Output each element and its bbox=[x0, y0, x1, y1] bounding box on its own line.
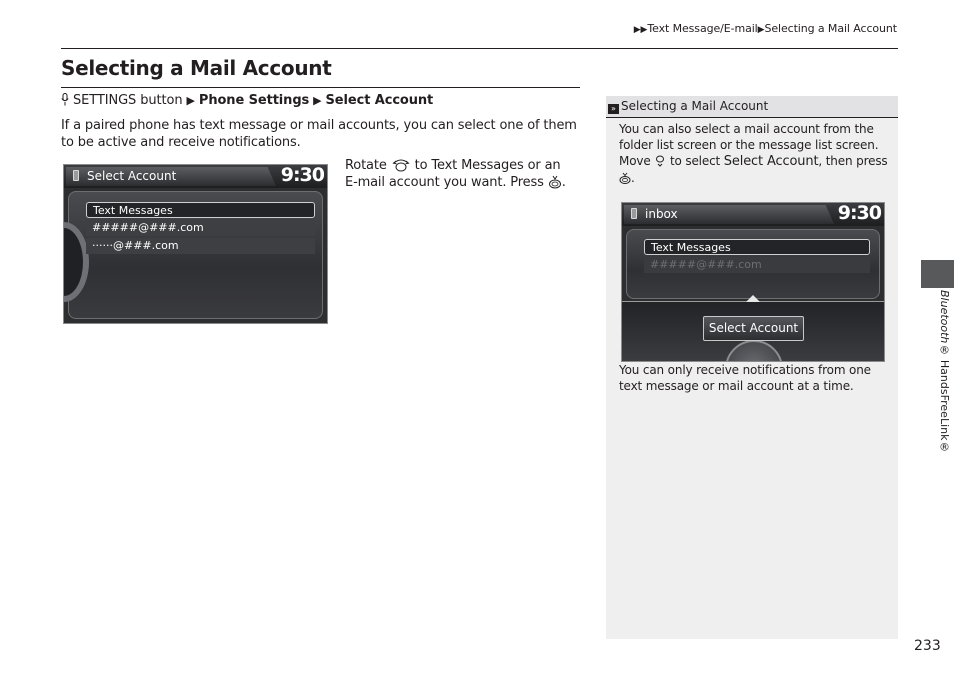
phone-settings-label: Phone Settings bbox=[198, 93, 310, 108]
voice-command-icon bbox=[61, 93, 69, 106]
navigation-path bbox=[61, 93, 433, 108]
breadcrumb-page: Selecting a Mail Account bbox=[764, 22, 897, 35]
screen-lower-panel bbox=[622, 301, 884, 361]
instruction-text: Rotate to Text Messages or an E-mail account you want. Press . bbox=[345, 158, 566, 190]
settings-button-label: SETTINGS button bbox=[73, 93, 183, 108]
side-note-header: » Selecting a Mail Account bbox=[606, 96, 898, 118]
account-list bbox=[644, 239, 870, 275]
interface-dial-press-icon bbox=[619, 172, 631, 184]
reference-mark-icon: » bbox=[608, 104, 619, 114]
page-number: 233 bbox=[914, 638, 941, 654]
screen-clock: 9:30 bbox=[280, 164, 324, 186]
interface-dial-press-icon bbox=[548, 175, 562, 189]
breadcrumb bbox=[634, 22, 897, 35]
screen-header bbox=[622, 203, 884, 226]
select-account-ui-label: Select Account bbox=[723, 154, 819, 169]
inbox-screen bbox=[621, 202, 885, 362]
section-label: Bluetooth® HandsFreeLink® bbox=[938, 290, 951, 454]
account-item[interactable]: #####@###.com bbox=[644, 257, 870, 273]
top-divider bbox=[61, 48, 898, 49]
phone-icon bbox=[631, 208, 637, 219]
side-note-panel bbox=[606, 96, 898, 639]
account-item[interactable]: ······@###.com bbox=[86, 238, 315, 254]
select-account-label: Select Account bbox=[325, 93, 434, 108]
screen-clock: 9:30 bbox=[837, 202, 881, 224]
caret-up-icon bbox=[746, 295, 760, 302]
screen-title: Select Account bbox=[87, 169, 177, 183]
select-account-button[interactable]: Select Account bbox=[703, 316, 804, 341]
title-divider bbox=[61, 87, 580, 88]
breadcrumb-section[interactable]: Text Message/E-mail bbox=[647, 22, 758, 35]
account-item-selected[interactable]: Text Messages bbox=[644, 239, 870, 255]
path-arrow-icon: ▶ bbox=[313, 94, 322, 107]
account-item-selected[interactable]: Text Messages bbox=[86, 202, 315, 218]
interface-dial-move-icon bbox=[654, 155, 666, 167]
breadcrumb-separator: ▶ bbox=[757, 25, 765, 35]
breadcrumb-arrows: ▶▶ bbox=[633, 25, 648, 35]
side-note-paragraph: You can also select a mail account from the folder list screen or the message list screen. Move to select Select Account, then press . bbox=[619, 122, 888, 185]
text-messages-target: Text Messages bbox=[431, 158, 524, 173]
screen-header bbox=[64, 165, 327, 188]
dial-icon bbox=[725, 340, 783, 362]
phone-icon bbox=[73, 170, 79, 181]
side-note-paragraph-2: You can only receive notifications from one text message or mail account at a time. bbox=[619, 363, 871, 393]
account-list bbox=[86, 202, 315, 256]
intro-paragraph: If a paired phone has text message or mail accounts, you can select one of them to be active and receive notifications. bbox=[61, 118, 577, 150]
screen-title: inbox bbox=[645, 207, 678, 221]
select-account-screen bbox=[63, 164, 328, 324]
section-tab bbox=[921, 260, 954, 288]
account-item[interactable]: #####@###.com bbox=[86, 220, 315, 236]
interface-dial-rotate-icon bbox=[391, 158, 411, 172]
page-title: Selecting a Mail Account bbox=[61, 56, 332, 80]
path-arrow-icon: ▶ bbox=[186, 94, 195, 107]
